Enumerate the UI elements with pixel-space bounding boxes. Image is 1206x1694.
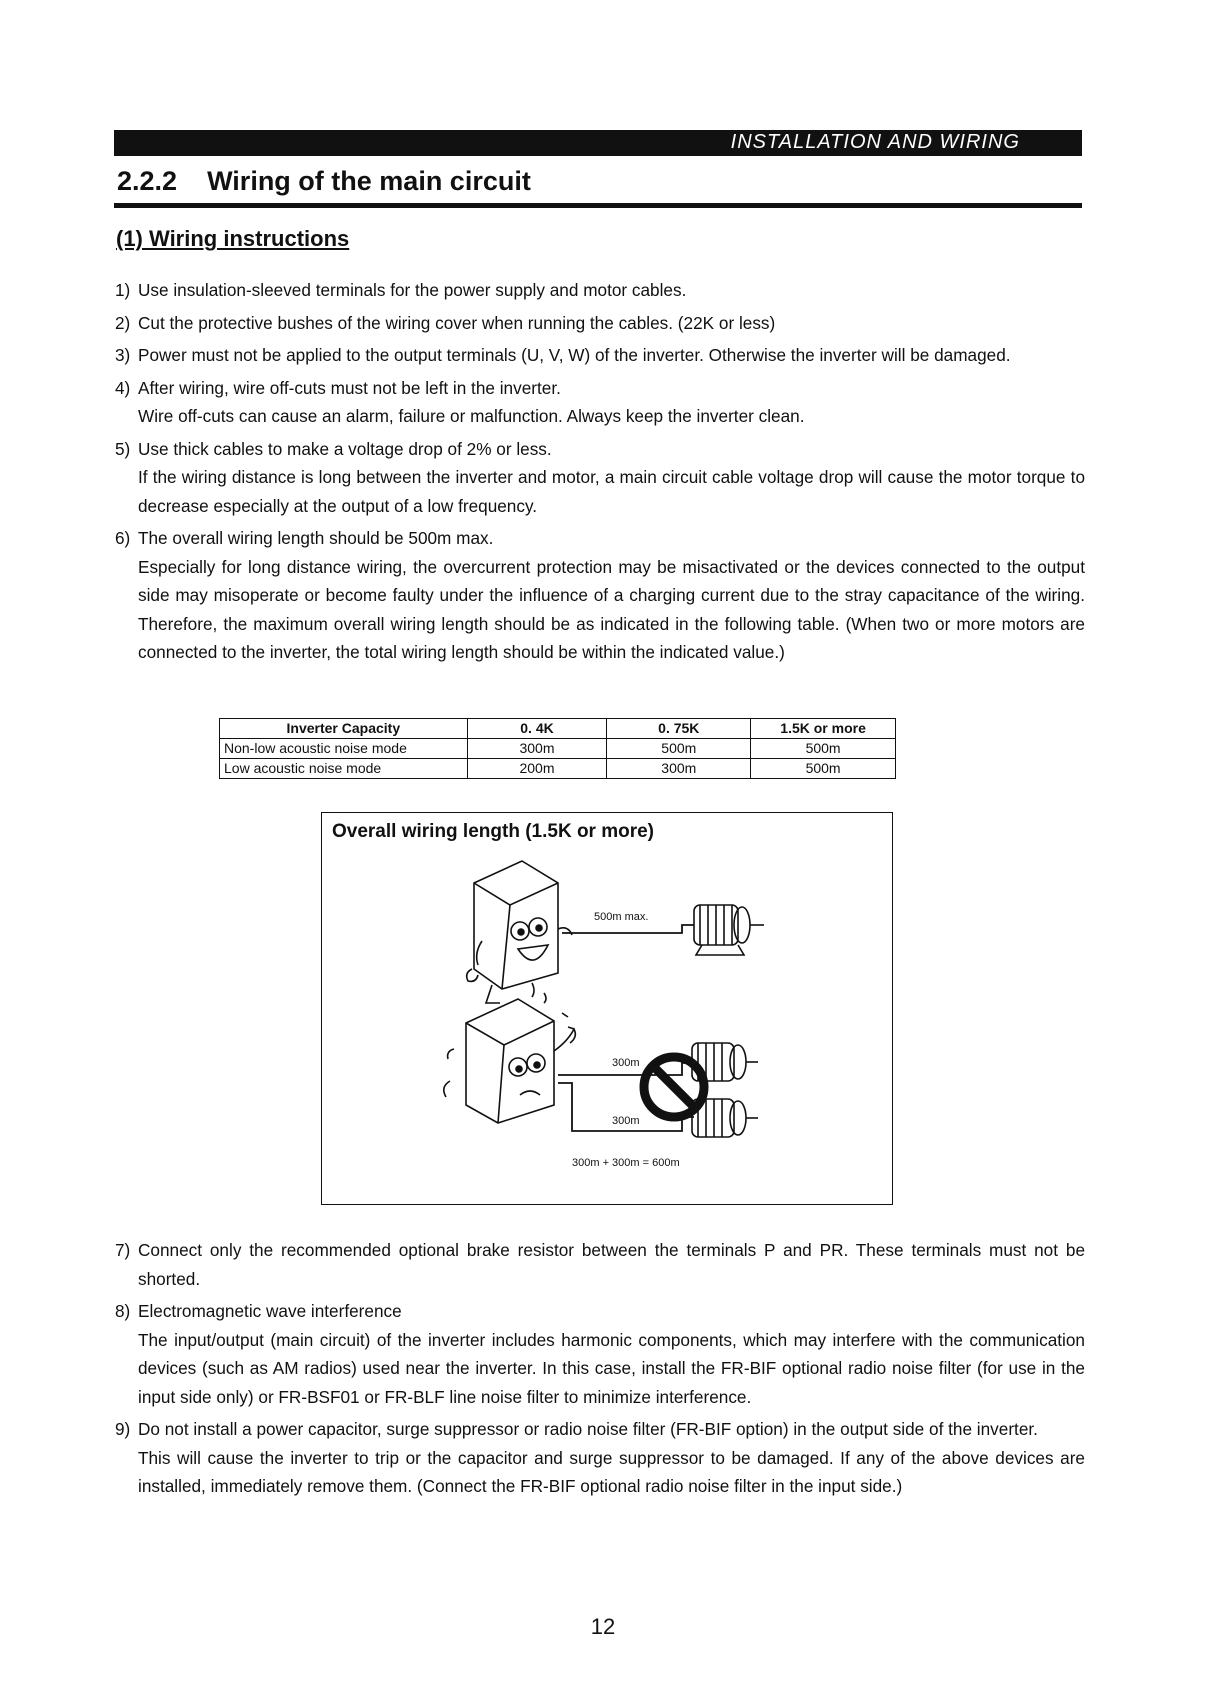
table-row	[220, 739, 896, 759]
label-500m-max: 500m max.	[594, 911, 649, 923]
item-text: The overall wiring length should be 500m max.	[138, 528, 494, 548]
item-text: Do not install a power capacitor, surge suppressor or radio noise filter (FR-BIF option) in the output side of the inverter.	[138, 1419, 1038, 1439]
table-cell: 500m	[751, 759, 896, 779]
prohibited-icon	[644, 1057, 704, 1117]
list-item	[115, 309, 1085, 338]
item-text: Use insulation-sleeved terminals for the power supply and motor cables.	[138, 280, 687, 300]
item-text: Use thick cables to make a voltage drop of 2% or less.	[138, 438, 552, 459]
table-header-cell: 0. 4K	[467, 719, 607, 739]
item-text: Power must not be applied to the output terminals (U, V, W) of the inverter. Otherwise the inverter will be damaged.	[138, 345, 1011, 365]
item-number: 1)	[115, 280, 131, 300]
list-item	[115, 341, 1085, 370]
item-number: 8)	[115, 1301, 131, 1321]
list-item	[115, 1415, 1085, 1501]
subsection-title: (1) Wiring instructions	[116, 226, 350, 251]
table-cell: 500m	[607, 739, 751, 759]
item-text: Cut the protective bushes of the wiring cover when running the cables. (22K or less)	[138, 312, 776, 333]
item-detail: The input/output (main circuit) of the inverter includes harmonic components, which may interfere with the communication devices (such as AM radios) used near the inverter. In this case, install the FR-BIF optional radio noise filter (for use in the input side only) or FR-BSF01 or FR-BLF line noise filter to minimize interference.	[138, 1329, 1085, 1407]
title-rule	[114, 203, 1082, 208]
cable-500m	[562, 925, 694, 933]
item-text: After wiring, wire off-cuts must not be left in the inverter.	[138, 377, 561, 398]
list-item	[115, 435, 1085, 521]
list-item	[115, 1236, 1085, 1293]
item-text: Electromagnetic wave interference	[138, 1301, 402, 1321]
section-title-text: Wiring of the main circuit	[207, 166, 531, 196]
page-number: 12	[590, 1614, 616, 1639]
figure-title: Overall wiring length (1.5K or more)	[332, 821, 655, 842]
label-300m-lower: 300m	[612, 1115, 640, 1127]
table-row	[220, 759, 896, 779]
table-header-cell: 1.5K or more	[751, 719, 896, 739]
table-cell: 500m	[751, 739, 896, 759]
item-number: 7)	[115, 1240, 131, 1260]
table-cell: 300m	[607, 759, 751, 779]
instruction-list-second	[115, 1236, 1085, 1505]
item-detail: This will cause the inverter to trip or the capacitor and surge suppressor to be damaged. If any of the above devices are installed, immediately remove them. (Connect the FR-BIF optional radio noise filter in the input side.)	[138, 1447, 1085, 1496]
table-row-label: Low acoustic noise mode	[220, 759, 468, 779]
list-item	[115, 374, 1085, 431]
instruction-list-first	[115, 276, 1085, 671]
item-text: Connect only the recommended optional brake resistor between the terminals P and PR. These terminals must not be shorted.	[138, 1240, 1085, 1289]
section-number: 2.2.2	[117, 166, 178, 196]
worried-inverter-icon	[444, 983, 576, 1123]
table-header-cell: 0. 75K	[607, 719, 751, 739]
item-detail: Wire off-cuts can cause an alarm, failure or malfunction. Always keep the inverter clean.	[138, 406, 805, 426]
table-header-cell: Inverter Capacity	[220, 719, 468, 739]
happy-inverter-icon	[467, 861, 572, 1003]
wiring-length-figure	[321, 812, 893, 1205]
item-number: 5)	[115, 438, 131, 459]
item-number: 6)	[115, 528, 131, 548]
table-cell: 300m	[467, 739, 607, 759]
item-detail: If the wiring distance is long between the inverter and motor, a main circuit cable voltage drop will cause the motor torque to decrease especially at the output of a low frequency.	[138, 467, 1085, 516]
motor-icon	[694, 905, 764, 955]
table-header-row	[220, 719, 896, 739]
figure-illustration	[322, 813, 892, 1204]
item-number: 4)	[115, 377, 131, 398]
item-number: 9)	[115, 1419, 131, 1439]
label-300m-upper: 300m	[612, 1057, 640, 1069]
list-item	[115, 276, 1085, 305]
item-number: 3)	[115, 345, 131, 365]
label-total-length: 300m + 300m = 600m	[572, 1157, 680, 1169]
section-title	[117, 166, 531, 197]
list-item	[115, 524, 1085, 667]
section-header-band	[114, 130, 1082, 156]
wiring-length-table	[219, 718, 896, 779]
item-detail: Especially for long distance wiring, the overcurrent protection may be misactivated or the devices connected to the output side may misoperate or become faulty under the influence of a charging current due to the stray capacitance of the wiring. Therefore, the maximum overall wiring length should be as indicated in the following table. (When two or more motors are connected to the inverter, the total wiring length should be within the indicated value.)	[138, 556, 1085, 662]
header-band-text: INSTALLATION AND WIRING	[730, 131, 1020, 153]
table-cell: 200m	[467, 759, 607, 779]
table-row-label: Non-low acoustic noise mode	[220, 739, 468, 759]
item-number: 2)	[115, 312, 131, 333]
list-item	[115, 1297, 1085, 1411]
